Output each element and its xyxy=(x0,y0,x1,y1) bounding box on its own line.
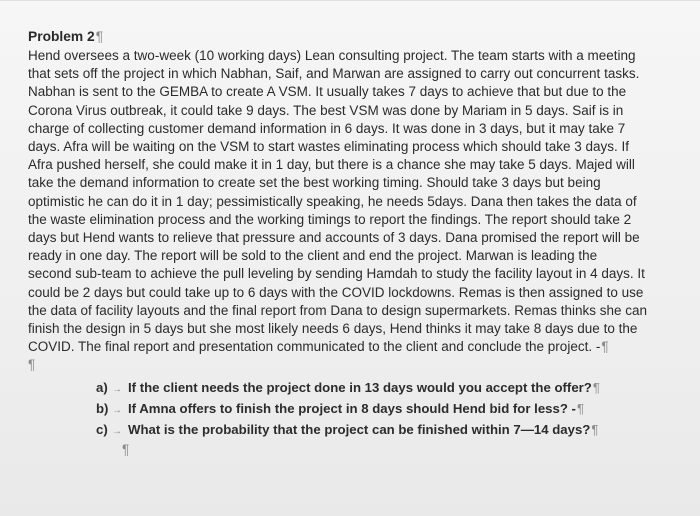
body-line: Afra pushed herself, she could make it in 1 day, but there is a chance she may take 5 days. Majed will xyxy=(28,157,635,173)
paragraph-mark-icon: ¶ xyxy=(601,339,609,355)
body-line: that sets off the project in which Nabhan, Saif, and Marwan are assigned to carry out concurrent tasks. xyxy=(28,66,640,82)
body-line: finish the design in 5 days but she most likely needs 6 days, Hend thinks it may take 8 days due to the xyxy=(28,321,638,337)
question-b xyxy=(96,399,680,420)
body-line: second sub-team to achieve the pull leveling by sending Hamdah to study the facility layout in 4 days. It xyxy=(28,266,645,282)
body-line: optimistic he can do it in 1 day; pessimistically speaking, he needs 5days. Dana then takes the data of xyxy=(28,193,637,209)
body-line: could be 2 days but could take up to 6 days with the COVID lockdowns. Remas is then assigned to use xyxy=(28,284,644,300)
body-line: days. Afra will be waiting on the VSM to start wastes eliminating process which should take 3 days. If xyxy=(28,139,630,155)
body-line-last-text: COVID. The final report and presentation communicated to the client and conclude the project. - xyxy=(28,339,601,355)
body-line: Corona Virus outbreak, it could take 9 days. The best VSM was done by Mariam in 5 days. Saif is in xyxy=(28,102,624,118)
question-text: If Amna offers to finish the project in 8 days should Hend bid for less? - xyxy=(128,401,576,417)
body-line: charge of collecting customer demand information in 6 days. It was done in 3 days, but it may take 7 xyxy=(28,120,626,136)
question-letter: b) xyxy=(96,401,109,417)
question-c xyxy=(96,420,680,441)
paragraph-mark-icon: ¶ xyxy=(591,422,599,438)
empty-paragraph-mark-icon: ¶ xyxy=(122,442,130,458)
tab-arrow-icon: → xyxy=(112,384,122,396)
question-text: What is the probability that the project can be finished within 7—14 days? xyxy=(128,422,591,438)
body-line: the data of facility layouts and the final report from Dana to design supermarkets. Remas thinks she can xyxy=(28,302,648,318)
body-line: days but Hend wants to relieve that pressure and accounts of 3 days. Dana promised the report will be xyxy=(28,230,640,246)
body-line: Hend oversees a two-week (10 working days) Lean consulting project. The team starts with a meeting xyxy=(28,48,636,63)
question-a xyxy=(96,378,680,399)
body-line: Nabhan is sent to the GEMBA to create A VSM. It usually takes 7 days to achieve that but due to the xyxy=(28,84,627,100)
problem-body-paragraph xyxy=(28,47,680,356)
body-line: the waste elimination process and the working timings to report the findings. The report should take 2 xyxy=(28,211,632,227)
body-line: take the demand information to create set the best working timing. Should take 3 days but being xyxy=(28,175,601,191)
problem-title-text: Problem 2 xyxy=(28,29,95,44)
empty-paragraph-mark-icon: ¶ xyxy=(28,357,36,373)
paragraph-mark-icon: ¶ xyxy=(95,29,104,44)
question-text: If the client needs the project done in 13 days would you accept the offer? xyxy=(128,380,592,396)
document-content xyxy=(28,27,680,459)
question-letter: c) xyxy=(96,422,108,438)
paragraph-mark-icon: ¶ xyxy=(592,380,600,396)
tab-arrow-icon: → xyxy=(112,426,122,438)
tab-arrow-icon: → xyxy=(112,405,122,417)
problem-title xyxy=(28,27,680,47)
question-list xyxy=(28,378,680,441)
body-line-last xyxy=(28,338,680,356)
body-line: ready in one day. The report will be sold to the client and end the project. Marwan is leading the xyxy=(28,248,598,264)
question-letter: a) xyxy=(96,380,108,396)
paragraph-mark-icon: ¶ xyxy=(576,401,585,417)
